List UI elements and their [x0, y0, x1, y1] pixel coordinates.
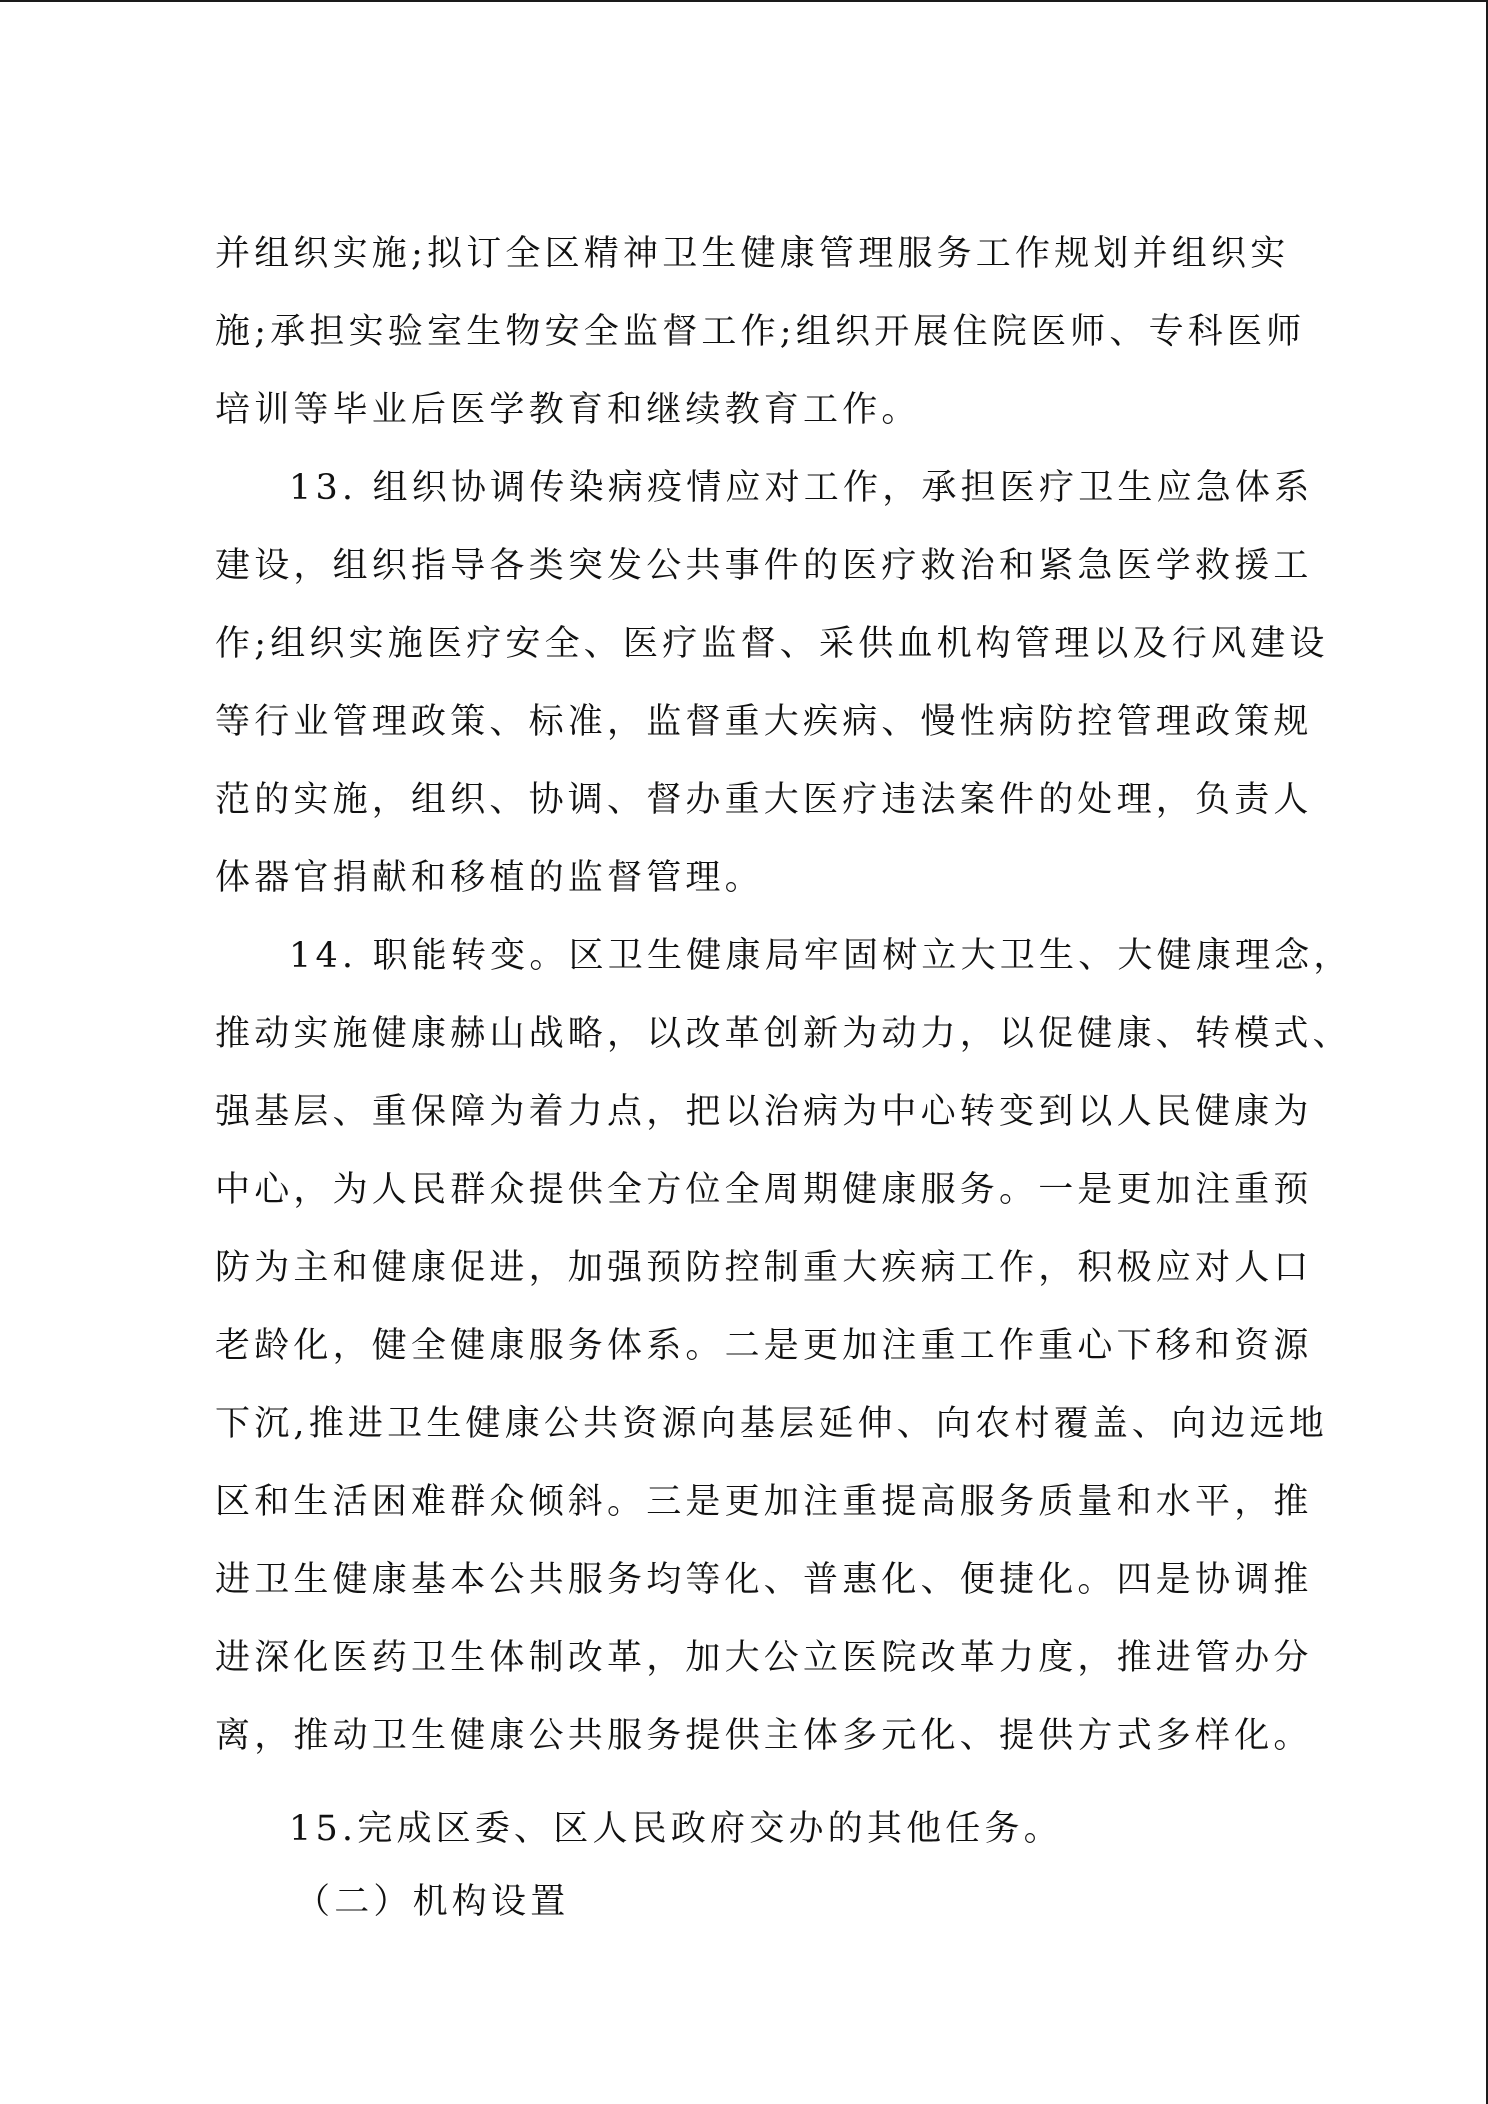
paragraph-14 — [215, 917, 1353, 1775]
paragraph-12-continued — [215, 215, 1306, 449]
text-line: 区和生活困难群众倾斜。三是更加注重提高服务质量和水平，推 — [215, 1482, 1313, 1522]
text-line: 并组织实施;拟订全区精神卫生健康管理服务工作规划并组织实 — [215, 234, 1290, 274]
text-line: 进深化医药卫生体制改革，加大公立医院改革力度，推进管办分 — [215, 1638, 1313, 1678]
text-line: 老龄化，健全健康服务体系。二是更加注重工作重心下移和资源 — [215, 1326, 1313, 1366]
paragraph-15 — [215, 1790, 1275, 1868]
text-line: 13. 组织协调传染病疫情应对工作，承担医疗卫生应急体系 — [289, 468, 1314, 508]
text-line: 离，推动卫生健康公共服务提供主体多元化、提供方式多样化。 — [215, 1716, 1313, 1756]
text-line: 强基层、重保障为着力点，把以治病为中心转变到以人民健康为 — [215, 1092, 1313, 1132]
section-heading-text: （二）机构设置 — [295, 1882, 570, 1922]
section-heading — [215, 1863, 1275, 1941]
text-line: 防为主和健康促进，加强预防控制重大疾病工作，积极应对人口 — [215, 1248, 1313, 1288]
text-line: 进卫生健康基本公共服务均等化、普惠化、便捷化。四是协调推 — [215, 1560, 1313, 1600]
text-line: 下沉,推进卫生健康公共资源向基层延伸、向农村覆盖、向边远地 — [215, 1404, 1328, 1444]
text-line: 建设，组织指导各类突发公共事件的医疗救治和紧急医学救援工 — [215, 546, 1313, 586]
text-line: 施;承担实验室生物安全监督工作;组织开展住院医师、专科医师 — [215, 312, 1306, 352]
text-line: 中心，为人民群众提供全方位全周期健康服务。一是更加注重预 — [215, 1170, 1313, 1210]
text-line: 等行业管理政策、标准，监督重大疾病、慢性病防控管理政策规 — [215, 702, 1313, 742]
text-line: 范的实施，组织、协调、督办重大医疗违法案件的处理，负责人 — [215, 780, 1313, 820]
text-line: 14. 职能转变。区卫生健康局牢固树立大卫生、大健康理念， — [289, 936, 1353, 976]
paragraph-13 — [215, 449, 1329, 917]
text-line: 作;组织实施医疗安全、医疗监督、采供血机构管理以及行风建设 — [215, 624, 1329, 664]
text-line: 培训等毕业后医学教育和继续教育工作。 — [215, 390, 921, 430]
text-line: 15.完成区委、区人民政府交办的其他任务。 — [289, 1809, 1063, 1849]
text-line: 推动实施健康赫山战略，以改革创新为动力，以促健康、转模式、 — [215, 1014, 1352, 1054]
text-line: 体器官捐献和移植的监督管理。 — [215, 858, 764, 898]
